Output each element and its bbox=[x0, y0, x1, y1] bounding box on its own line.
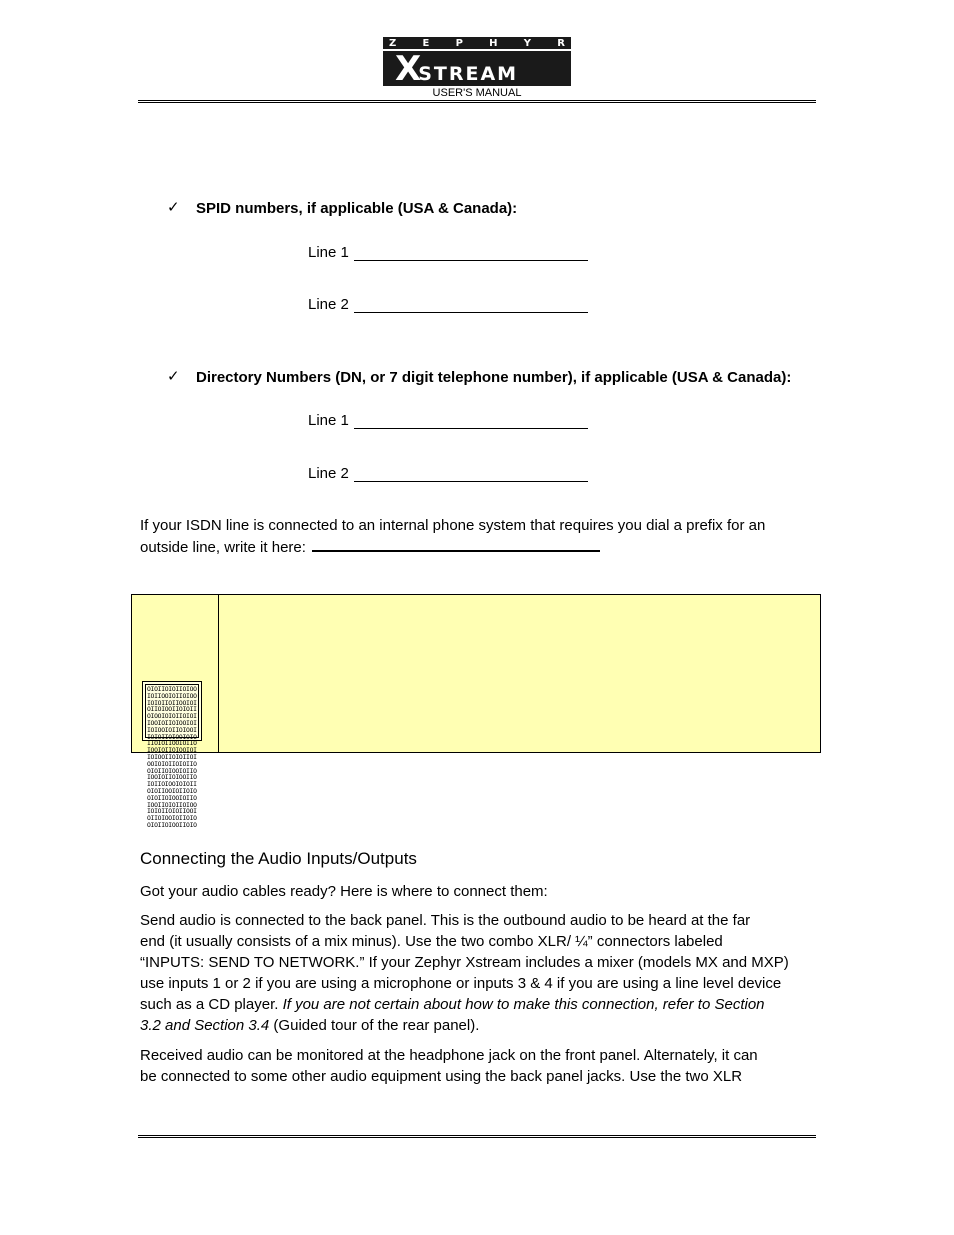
text-fragment: (Guided tour of the rear panel). bbox=[269, 1017, 480, 1034]
manual-label: USER'S MANUAL bbox=[432, 87, 522, 99]
zephyr-xstream-logo bbox=[383, 37, 571, 89]
binary-code-icon bbox=[142, 681, 202, 829]
send-audio-paragraph bbox=[140, 910, 820, 1036]
section-intro: Got your audio cables ready? Here is where to connect them: bbox=[140, 883, 548, 900]
text-line: end (it usually consists of a mix minus). Use the two combo XLR/ ¼” connectors labeled bbox=[140, 933, 723, 950]
directory-numbers-heading: Directory Numbers (DN, or 7 digit telephone number), if applicable (USA & Canada): bbox=[196, 369, 792, 386]
field-label: Line 1 bbox=[308, 412, 349, 429]
text-fragment: outside line, write it here: bbox=[140, 539, 306, 556]
dn-line-2-field bbox=[308, 465, 588, 482]
note-icon-cell bbox=[132, 595, 219, 829]
dn-line-1-field bbox=[308, 412, 588, 429]
logo-letter: Y bbox=[523, 37, 532, 49]
fill-in-blank[interactable] bbox=[354, 244, 588, 261]
logo-letter: E bbox=[422, 37, 430, 49]
text-line: If your ISDN line is connected to an internal phone system that requires you dial a prefix for an bbox=[140, 517, 766, 534]
text-fragment: such as a CD player. bbox=[140, 996, 283, 1013]
logo-main bbox=[383, 49, 571, 89]
logo-letter: R bbox=[557, 37, 565, 49]
checkmark-icon: ✓ bbox=[167, 367, 180, 385]
section-heading: Connecting the Audio Inputs/Outputs bbox=[140, 849, 417, 868]
note-box bbox=[131, 594, 821, 829]
field-label: Line 2 bbox=[308, 465, 349, 482]
footer-rule bbox=[138, 1135, 816, 1138]
spid-line-1-field bbox=[308, 244, 588, 261]
text-line bbox=[140, 994, 820, 1015]
logo-stream: STREAM bbox=[418, 62, 519, 85]
text-line bbox=[140, 536, 820, 558]
field-label: Line 1 bbox=[308, 244, 349, 261]
logo-letter: P bbox=[455, 37, 463, 49]
italic-reference: 3.2 and Section 3.4 bbox=[140, 1017, 270, 1034]
prefix-fill-in-blank[interactable] bbox=[312, 536, 600, 552]
text-line: be connected to some other audio equipment using the back panel jacks. Use the two XLR bbox=[140, 1068, 743, 1085]
header-rule bbox=[138, 100, 816, 103]
field-label: Line 2 bbox=[308, 296, 349, 313]
prefix-paragraph bbox=[140, 515, 820, 558]
logo-letter: H bbox=[489, 37, 498, 49]
text-line: “INPUTS: SEND TO NETWORK.” If your Zephyr Xstream includes a mixer (models MX and MXP) bbox=[140, 954, 789, 971]
fill-in-blank[interactable] bbox=[354, 412, 588, 429]
binary-code-glyphs: OIOIIOIOIIOIOOIOIIOOIOIIOIOOIOIOIIOIIOOIOIOIIOIOOIIOIOIIOIOOIOIOIIOIOIIOOIOIIOIOOIOIIOIOOIOIIOIOOIIOIOIIOIOOIOIOIIOIOIIOOIOIIOIOOIOIIOIOOIOIIOIOOIIOIOIIOIOOIOIOIIOIOIIOOIOIIOIOOIOIIOIOOIOIIOIOOIIOIOIIOIOOIOIOIIOIOIIOOIOIIOIOOIOIIOIOOIOIIOIOOIIOIOIIOIOOIOIOIIOIOIIOOIOIIOIOOIOIIOIOOIOIIOIOOIIOIO bbox=[145, 684, 199, 738]
fill-in-blank[interactable] bbox=[354, 296, 588, 313]
checkmark-icon: ✓ bbox=[167, 198, 180, 216]
spid-heading: SPID numbers, if applicable (USA & Canada): bbox=[196, 200, 518, 217]
text-line bbox=[140, 1015, 820, 1036]
text-line: use inputs 1 or 2 if you are using a microphone or inputs 3 & 4 if you are using a line level device bbox=[140, 975, 782, 992]
italic-reference: If you are not certain about how to make this connection, refer to Section bbox=[282, 996, 765, 1013]
fill-in-blank[interactable] bbox=[354, 465, 588, 482]
logo-x: X bbox=[395, 49, 421, 89]
text-line: Send audio is connected to the back panel. This is the outbound audio to be heard at the far bbox=[140, 912, 751, 929]
logo-letter: Z bbox=[389, 37, 397, 49]
received-audio-paragraph bbox=[140, 1045, 820, 1087]
text-line: Received audio can be monitored at the headphone jack on the front panel. Alternately, it can bbox=[140, 1047, 758, 1064]
spid-line-2-field bbox=[308, 296, 588, 313]
